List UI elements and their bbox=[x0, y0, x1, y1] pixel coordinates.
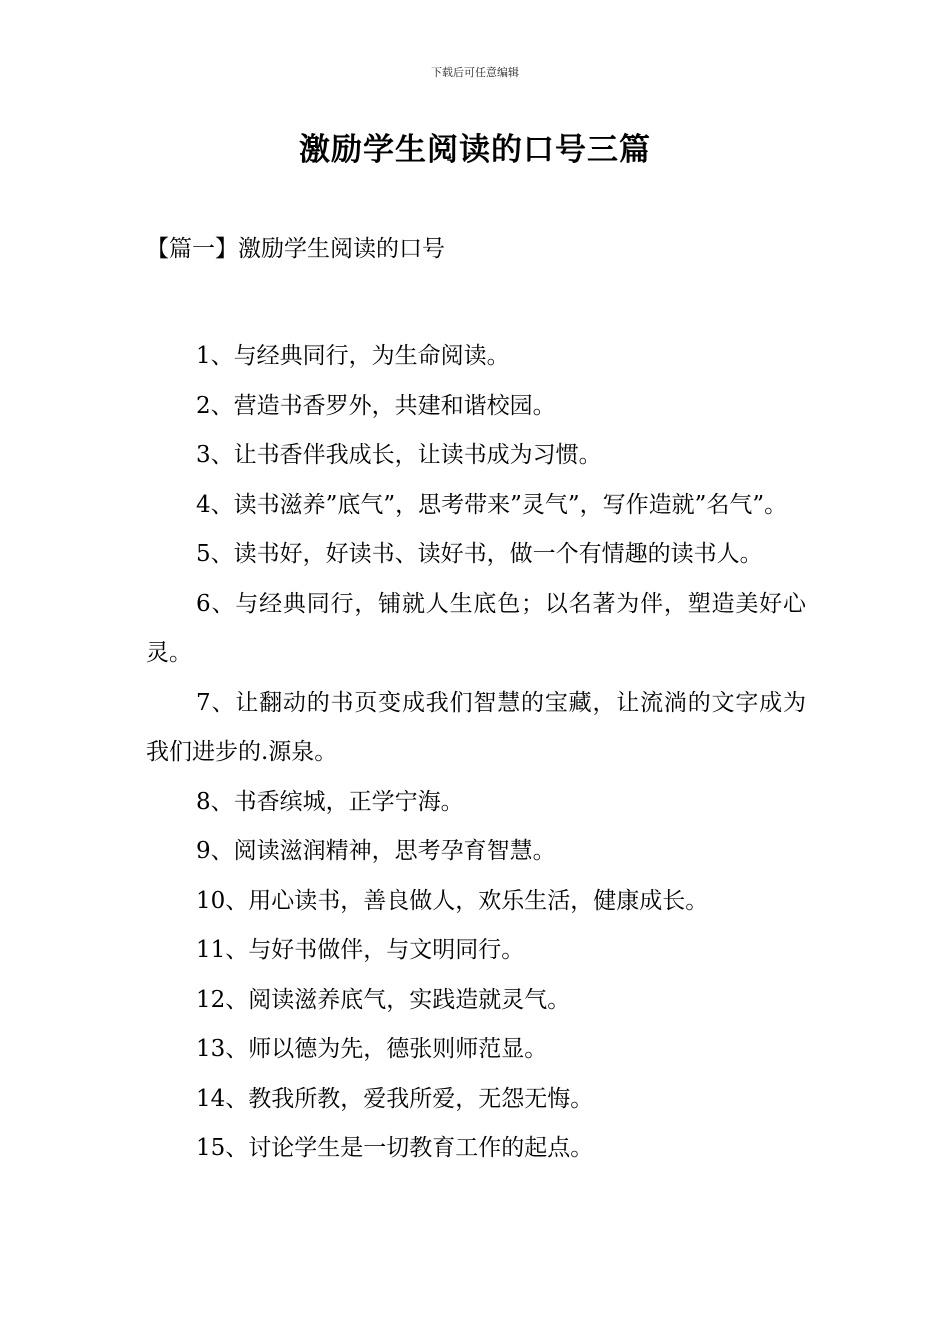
document-title: 激励学生阅读的口号三篇 bbox=[299, 132, 651, 168]
list-item: 8、书香缤城，正学宁海。 bbox=[196, 788, 464, 815]
list-item: 10、用心读书，善良做人，欢乐生活，健康成长。 bbox=[196, 887, 709, 914]
section-heading: 【篇一】激励学生阅读的口号 bbox=[146, 236, 445, 262]
list-item: 2、营造书香罗外，共建和谐校园。 bbox=[196, 392, 556, 419]
slogan-list bbox=[146, 332, 806, 1174]
list-item: 11、与好书做伴，与文明同行。 bbox=[196, 937, 525, 963]
list-item: 15、讨论学生是一切教育工作的起点。 bbox=[196, 1135, 594, 1161]
list-item: 5、读书好，好读书、读好书，做一个有情趣的读书人。 bbox=[196, 541, 763, 567]
list-item: 4、读书滋养”底气”，思考带来”灵气”，写作造就”名气”。 bbox=[196, 491, 788, 518]
list-item: 13、师以德为先，德张则师范显。 bbox=[196, 1036, 548, 1062]
list-item: 1、与经典同行，为生命阅读。 bbox=[196, 343, 510, 369]
list-item: 14、教我所教，爱我所爱，无怨无悔。 bbox=[196, 1085, 594, 1112]
header-note: 下载后可任意编辑 bbox=[431, 66, 519, 79]
list-item: 9、阅读滋润精神，思考孕育智慧。 bbox=[196, 838, 556, 864]
list-item: 6、与经典同行，铺就人生底色；以名著为伴，塑造美好心灵。 bbox=[146, 590, 806, 666]
list-item: 7、让翻动的书页变成我们智慧的宝藏，让流淌的文字成为我们进步的.源泉。 bbox=[146, 689, 806, 765]
list-item: 12、阅读滋养底气，实践造就灵气。 bbox=[196, 986, 571, 1013]
list-item: 3、让书香伴我成长，让读书成为习惯。 bbox=[196, 442, 602, 468]
